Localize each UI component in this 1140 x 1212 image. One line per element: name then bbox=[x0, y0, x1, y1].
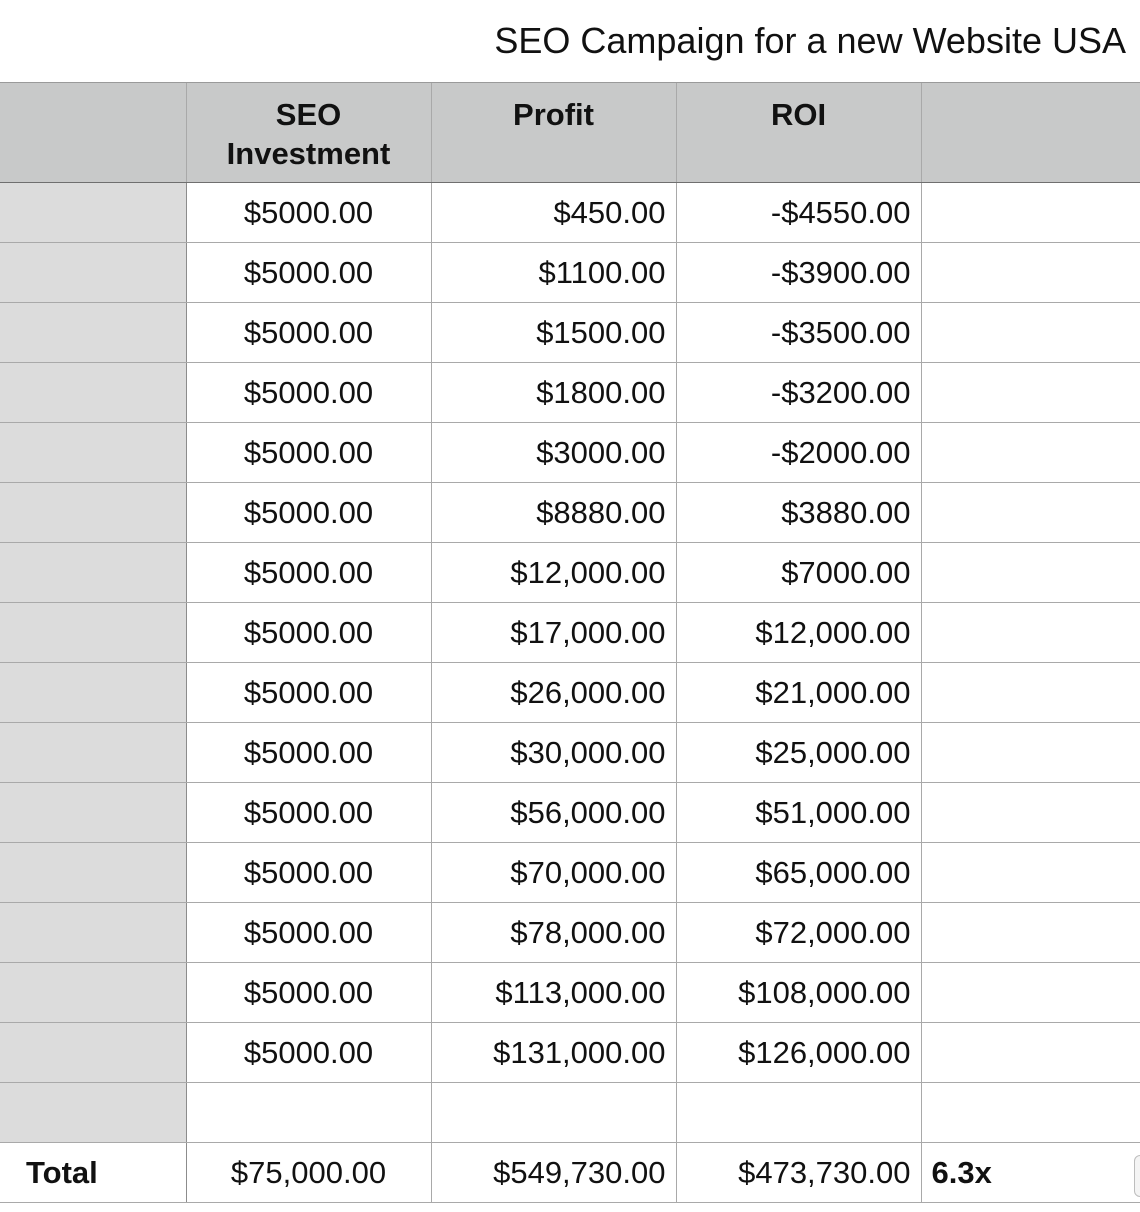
row-header-cell[interactable] bbox=[0, 783, 186, 843]
investment-cell[interactable]: $5000.00 bbox=[186, 1023, 431, 1083]
table-row bbox=[0, 963, 1140, 1023]
spreadsheet-table bbox=[0, 82, 1140, 1203]
investment-cell[interactable]: $5000.00 bbox=[186, 423, 431, 483]
row-header-cell[interactable] bbox=[0, 843, 186, 903]
investment-cell[interactable]: $5000.00 bbox=[186, 363, 431, 423]
investment-cell[interactable]: $5000.00 bbox=[186, 903, 431, 963]
extra-cell[interactable] bbox=[921, 783, 1140, 843]
investment-cell[interactable]: $5000.00 bbox=[186, 723, 431, 783]
profit-cell[interactable]: $30,000.00 bbox=[431, 723, 676, 783]
profit-cell[interactable]: $8880.00 bbox=[431, 483, 676, 543]
sheet-title[interactable]: SEO Campaign for a new Website USA bbox=[494, 20, 1126, 61]
investment-cell[interactable]: $5000.00 bbox=[186, 543, 431, 603]
table-row bbox=[0, 543, 1140, 603]
blank-row bbox=[0, 1083, 1140, 1143]
header-cell-seo-investment[interactable] bbox=[186, 83, 431, 183]
profit-cell[interactable]: $70,000.00 bbox=[431, 843, 676, 903]
total-investment-cell[interactable]: $75,000.00 bbox=[186, 1143, 431, 1203]
row-header-cell[interactable] bbox=[0, 663, 186, 723]
extra-cell[interactable] bbox=[921, 963, 1140, 1023]
extra-cell[interactable] bbox=[921, 723, 1140, 783]
profit-cell[interactable]: $113,000.00 bbox=[431, 963, 676, 1023]
profit-cell[interactable]: $131,000.00 bbox=[431, 1023, 676, 1083]
profit-cell[interactable]: $1500.00 bbox=[431, 303, 676, 363]
header-cell-roi[interactable] bbox=[676, 83, 921, 183]
extra-cell[interactable] bbox=[921, 243, 1140, 303]
table-row bbox=[0, 903, 1140, 963]
roi-cell[interactable]: $126,000.00 bbox=[676, 1023, 921, 1083]
header-profit-label: Profit bbox=[513, 97, 594, 132]
header-row bbox=[0, 83, 1140, 183]
header-roi-label: ROI bbox=[770, 97, 827, 132]
table-row bbox=[0, 663, 1140, 723]
extra-cell[interactable] bbox=[921, 843, 1140, 903]
column-resize-handle[interactable] bbox=[1134, 1155, 1140, 1197]
table-row bbox=[0, 363, 1140, 423]
row-header-cell[interactable] bbox=[0, 363, 186, 423]
row-header-cell[interactable] bbox=[0, 963, 186, 1023]
header-cell-profit[interactable] bbox=[431, 83, 676, 183]
table-row bbox=[0, 783, 1140, 843]
empty-cell[interactable] bbox=[921, 1083, 1140, 1143]
total-label-cell[interactable]: Total bbox=[0, 1143, 186, 1203]
table-row bbox=[0, 603, 1140, 663]
roi-cell[interactable]: $108,000.00 bbox=[676, 963, 921, 1023]
roi-cell[interactable]: $25,000.00 bbox=[676, 723, 921, 783]
profit-cell[interactable]: $12,000.00 bbox=[431, 543, 676, 603]
table-row bbox=[0, 723, 1140, 783]
row-header-cell[interactable] bbox=[0, 903, 186, 963]
total-profit-cell[interactable]: $549,730.00 bbox=[431, 1143, 676, 1203]
roi-cell[interactable]: $65,000.00 bbox=[676, 843, 921, 903]
profit-cell[interactable]: $3000.00 bbox=[431, 423, 676, 483]
row-header-cell[interactable] bbox=[0, 603, 186, 663]
extra-cell[interactable] bbox=[921, 1023, 1140, 1083]
roi-cell[interactable]: $3880.00 bbox=[676, 483, 921, 543]
extra-cell[interactable] bbox=[921, 183, 1140, 243]
extra-cell[interactable] bbox=[921, 303, 1140, 363]
table-row bbox=[0, 423, 1140, 483]
profit-cell[interactable]: $17,000.00 bbox=[431, 603, 676, 663]
profit-cell[interactable]: $78,000.00 bbox=[431, 903, 676, 963]
investment-cell[interactable]: $5000.00 bbox=[186, 303, 431, 363]
table-row bbox=[0, 303, 1140, 363]
profit-cell[interactable]: $1100.00 bbox=[431, 243, 676, 303]
header-row-group bbox=[0, 83, 1140, 183]
table-row bbox=[0, 843, 1140, 903]
roi-cell[interactable]: $7000.00 bbox=[676, 543, 921, 603]
investment-cell[interactable]: $5000.00 bbox=[186, 483, 431, 543]
table-row bbox=[0, 243, 1140, 303]
roi-cell[interactable]: -$3500.00 bbox=[676, 303, 921, 363]
row-header-cell[interactable] bbox=[0, 243, 186, 303]
investment-cell[interactable]: $5000.00 bbox=[186, 843, 431, 903]
extra-cell[interactable] bbox=[921, 363, 1140, 423]
extra-cell[interactable] bbox=[921, 903, 1140, 963]
empty-cell[interactable] bbox=[676, 1083, 921, 1143]
investment-cell[interactable]: $5000.00 bbox=[186, 783, 431, 843]
table-row bbox=[0, 1023, 1140, 1083]
investment-cell[interactable]: $5000.00 bbox=[186, 243, 431, 303]
header-cell-blank[interactable] bbox=[0, 83, 186, 183]
row-header-cell[interactable] bbox=[0, 183, 186, 243]
extra-cell[interactable] bbox=[921, 423, 1140, 483]
extra-cell[interactable] bbox=[921, 663, 1140, 723]
roi-cell[interactable]: $12,000.00 bbox=[676, 603, 921, 663]
row-header-cell[interactable] bbox=[0, 723, 186, 783]
total-roi-cell[interactable]: $473,730.00 bbox=[676, 1143, 921, 1203]
header-cell-extra[interactable] bbox=[921, 83, 1140, 183]
profit-cell[interactable]: $26,000.00 bbox=[431, 663, 676, 723]
roi-cell[interactable]: $51,000.00 bbox=[676, 783, 921, 843]
roi-cell[interactable]: -$4550.00 bbox=[676, 183, 921, 243]
profit-cell[interactable]: $450.00 bbox=[431, 183, 676, 243]
header-seo-investment-label: SEO Investment bbox=[226, 97, 391, 171]
roi-cell[interactable]: -$3200.00 bbox=[676, 363, 921, 423]
investment-cell[interactable]: $5000.00 bbox=[186, 603, 431, 663]
profit-cell[interactable]: $1800.00 bbox=[431, 363, 676, 423]
table-row bbox=[0, 483, 1140, 543]
row-header-cell[interactable] bbox=[0, 1083, 186, 1143]
extra-cell[interactable] bbox=[921, 483, 1140, 543]
roi-cell[interactable]: -$2000.00 bbox=[676, 423, 921, 483]
total-row bbox=[0, 1143, 1140, 1203]
empty-cell[interactable] bbox=[186, 1083, 431, 1143]
investment-cell[interactable]: $5000.00 bbox=[186, 663, 431, 723]
total-multiple-cell[interactable] bbox=[921, 1143, 1140, 1203]
row-header-cell[interactable] bbox=[0, 303, 186, 363]
profit-cell[interactable]: $56,000.00 bbox=[431, 783, 676, 843]
total-multiple-value: 6.3x bbox=[931, 1154, 992, 1190]
extra-cell[interactable] bbox=[921, 543, 1140, 603]
row-header-cell[interactable] bbox=[0, 483, 186, 543]
extra-cell[interactable] bbox=[921, 603, 1140, 663]
row-header-cell[interactable] bbox=[0, 423, 186, 483]
row-header-cell[interactable] bbox=[0, 543, 186, 603]
table-row bbox=[0, 183, 1140, 243]
row-header-cell[interactable] bbox=[0, 1023, 186, 1083]
body-row-group bbox=[0, 183, 1140, 1203]
investment-cell[interactable]: $5000.00 bbox=[186, 183, 431, 243]
empty-cell[interactable] bbox=[431, 1083, 676, 1143]
investment-cell[interactable]: $5000.00 bbox=[186, 963, 431, 1023]
roi-cell[interactable]: -$3900.00 bbox=[676, 243, 921, 303]
roi-cell[interactable]: $72,000.00 bbox=[676, 903, 921, 963]
sheet-title-bar bbox=[0, 0, 1140, 82]
roi-cell[interactable]: $21,000.00 bbox=[676, 663, 921, 723]
